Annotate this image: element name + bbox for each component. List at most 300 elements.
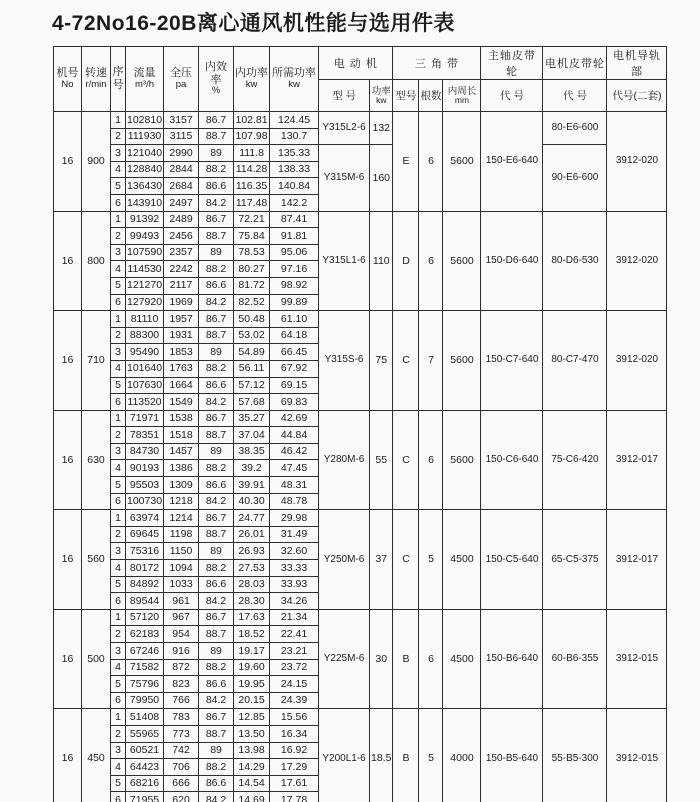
cell-main-pulley: 150-B5-640	[481, 709, 543, 802]
cell-internal-power: 24.77	[234, 510, 270, 527]
cell-motor-pulley: 80-E6-600	[543, 112, 607, 145]
header-efficiency-unit: %	[211, 85, 221, 97]
cell-seq: 2	[111, 228, 126, 245]
cell-pressure: 1198	[164, 526, 199, 543]
cell-efficiency: 86.6	[199, 277, 234, 294]
cell-flow: 91392	[126, 211, 164, 228]
cell-pressure: 1931	[164, 327, 199, 344]
cell-seq: 2	[111, 526, 126, 543]
cell-motor-model: Y315S-6	[319, 311, 370, 411]
cell-internal-power: 12.85	[234, 709, 270, 726]
cell-required-power: 67.92	[270, 360, 319, 377]
cell-internal-power: 19.95	[234, 676, 270, 693]
cell-efficiency: 88.7	[199, 427, 234, 444]
header-flow-unit: m³/h	[135, 79, 155, 91]
header-speed-unit: r/min	[85, 79, 107, 91]
header-row-top	[54, 47, 667, 80]
cell-efficiency: 89	[199, 344, 234, 361]
cell-seq: 5	[111, 277, 126, 294]
cell-flow: 57120	[126, 609, 164, 626]
cell-required-power: 98.92	[270, 277, 319, 294]
cell-flow: 111930	[126, 128, 164, 145]
cell-internal-power: 20.15	[234, 692, 270, 709]
cell-required-power: 29.98	[270, 510, 319, 527]
cell-seq: 4	[111, 659, 126, 676]
cell-motor-power: 160	[370, 145, 393, 211]
cell-belt-length: 5600	[443, 112, 481, 212]
cell-required-power: 66.45	[270, 344, 319, 361]
header-main-pulley-code: 代 号	[481, 80, 543, 112]
cell-belt-length: 5600	[443, 311, 481, 411]
cell-pressure: 1549	[164, 394, 199, 411]
cell-internal-power: 80.27	[234, 261, 270, 278]
cell-motor-model: Y250M-6	[319, 510, 370, 610]
cell-motor-power: 55	[370, 410, 393, 510]
header-belt-count: 根数	[419, 80, 443, 112]
cell-required-power: 42.69	[270, 410, 319, 427]
cell-fan-no: 16	[54, 510, 82, 610]
cell-required-power: 99.89	[270, 294, 319, 311]
cell-required-power: 33.33	[270, 560, 319, 577]
cell-required-power: 69.15	[270, 377, 319, 394]
cell-internal-power: 28.03	[234, 576, 270, 593]
cell-belt-model: B	[393, 709, 419, 802]
cell-flow: 68216	[126, 775, 164, 792]
cell-pressure: 783	[164, 709, 199, 726]
cell-motor-power: 30	[370, 609, 393, 709]
cell-internal-power: 14.54	[234, 775, 270, 792]
cell-internal-power: 28.30	[234, 593, 270, 610]
header-motor-model: 型 号	[319, 80, 370, 112]
cell-belt-count: 6	[419, 211, 443, 311]
cell-seq: 5	[111, 178, 126, 195]
cell-seq: 1	[111, 510, 126, 527]
cell-seq: 4	[111, 261, 126, 278]
cell-flow: 88300	[126, 327, 164, 344]
cell-efficiency: 88.2	[199, 560, 234, 577]
table-row	[54, 145, 667, 162]
header-fan-no	[54, 47, 82, 112]
cell-seq: 6	[111, 792, 126, 802]
cell-required-power: 24.15	[270, 676, 319, 693]
cell-motor-power: 110	[370, 211, 393, 311]
cell-seq: 1	[111, 211, 126, 228]
header-internal-power-label: 内功率	[235, 67, 269, 80]
cell-main-pulley: 150-D6-640	[481, 211, 543, 311]
cell-required-power: 130.7	[270, 128, 319, 145]
cell-internal-power: 54.89	[234, 344, 270, 361]
cell-pressure: 2684	[164, 178, 199, 195]
cell-internal-power: 19.17	[234, 643, 270, 660]
table-row	[54, 709, 667, 726]
cell-flow: 55965	[126, 725, 164, 742]
cell-efficiency: 89	[199, 643, 234, 660]
cell-internal-power: 72.21	[234, 211, 270, 228]
header-belt-length	[443, 80, 481, 112]
cell-motor-model: Y315M-6	[319, 145, 370, 211]
cell-required-power: 24.39	[270, 692, 319, 709]
cell-flow: 136430	[126, 178, 164, 195]
cell-internal-power: 14.29	[234, 759, 270, 776]
cell-seq: 6	[111, 194, 126, 211]
cell-seq: 2	[111, 128, 126, 145]
header-seq-label2: 号	[112, 79, 124, 91]
cell-rail: 3912-020	[607, 112, 667, 212]
cell-pressure: 954	[164, 626, 199, 643]
cell-main-pulley: 150-C7-640	[481, 311, 543, 411]
spec-table-body	[54, 112, 667, 802]
cell-internal-power: 78.53	[234, 244, 270, 261]
cell-pressure: 1094	[164, 560, 199, 577]
cell-motor-power: 75	[370, 311, 393, 411]
cell-flow: 75316	[126, 543, 164, 560]
cell-seq: 5	[111, 477, 126, 494]
cell-flow: 62183	[126, 626, 164, 643]
cell-flow: 121270	[126, 277, 164, 294]
header-rail-group: 电机导轨部	[607, 47, 667, 80]
cell-efficiency: 89	[199, 443, 234, 460]
cell-flow: 90193	[126, 460, 164, 477]
cell-main-pulley: 150-B6-640	[481, 609, 543, 709]
cell-belt-model: D	[393, 211, 419, 311]
cell-belt-length: 4000	[443, 709, 481, 802]
cell-pressure: 2489	[164, 211, 199, 228]
cell-pressure: 916	[164, 643, 199, 660]
header-internal-power	[234, 47, 270, 112]
cell-required-power: 33.93	[270, 576, 319, 593]
cell-seq: 5	[111, 775, 126, 792]
cell-efficiency: 88.2	[199, 161, 234, 178]
cell-efficiency: 88.2	[199, 659, 234, 676]
header-efficiency	[199, 47, 234, 112]
header-belt-model: 型号	[393, 80, 419, 112]
cell-pressure: 2357	[164, 244, 199, 261]
cell-pressure: 1853	[164, 344, 199, 361]
cell-flow: 84730	[126, 443, 164, 460]
cell-pressure: 2456	[164, 228, 199, 245]
cell-flow: 71971	[126, 410, 164, 427]
cell-flow: 107590	[126, 244, 164, 261]
cell-internal-power: 26.01	[234, 526, 270, 543]
cell-flow: 80172	[126, 560, 164, 577]
cell-belt-length: 5600	[443, 410, 481, 510]
cell-rail: 3912-020	[607, 311, 667, 411]
cell-efficiency: 89	[199, 244, 234, 261]
cell-internal-power: 18.52	[234, 626, 270, 643]
cell-fan-no: 16	[54, 410, 82, 510]
cell-belt-count: 5	[419, 510, 443, 610]
cell-flow: 95490	[126, 344, 164, 361]
header-motor-power-unit: kw	[376, 95, 387, 105]
header-seq	[111, 47, 126, 112]
cell-motor-pulley: 90-E6-600	[543, 145, 607, 211]
cell-pressure: 766	[164, 692, 199, 709]
cell-flow: 99493	[126, 228, 164, 245]
cell-pressure: 2990	[164, 145, 199, 162]
cell-motor-model: Y315L2-6	[319, 112, 370, 145]
cell-rail: 3912-015	[607, 709, 667, 802]
header-pressure-label: 全压	[170, 67, 193, 80]
cell-pressure: 1033	[164, 576, 199, 593]
cell-efficiency: 88.7	[199, 228, 234, 245]
cell-efficiency: 84.2	[199, 493, 234, 510]
cell-internal-power: 39.2	[234, 460, 270, 477]
cell-flow: 114530	[126, 261, 164, 278]
table-header	[54, 47, 667, 112]
cell-internal-power: 50.48	[234, 311, 270, 328]
cell-required-power: 17.78	[270, 792, 319, 802]
cell-seq: 3	[111, 344, 126, 361]
cell-internal-power: 107.98	[234, 128, 270, 145]
cell-seq: 6	[111, 593, 126, 610]
cell-seq: 3	[111, 244, 126, 261]
header-speed-label: 转速	[85, 67, 107, 80]
cell-seq: 3	[111, 742, 126, 759]
cell-efficiency: 86.7	[199, 709, 234, 726]
table-row	[54, 112, 667, 129]
cell-pressure: 2844	[164, 161, 199, 178]
cell-speed: 710	[82, 311, 111, 411]
cell-internal-power: 111.8	[234, 145, 270, 162]
cell-required-power: 46.42	[270, 443, 319, 460]
cell-pressure: 1538	[164, 410, 199, 427]
cell-required-power: 23.21	[270, 643, 319, 660]
cell-efficiency: 84.2	[199, 792, 234, 802]
cell-belt-model: E	[393, 112, 419, 212]
cell-pressure: 1957	[164, 311, 199, 328]
cell-pressure: 1457	[164, 443, 199, 460]
cell-motor-model: Y315L1-6	[319, 211, 370, 311]
cell-efficiency: 88.7	[199, 526, 234, 543]
cell-seq: 4	[111, 560, 126, 577]
header-required-power-label: 所需功率	[272, 67, 317, 80]
cell-required-power: 16.34	[270, 725, 319, 742]
cell-seq: 6	[111, 394, 126, 411]
cell-flow: 71582	[126, 659, 164, 676]
cell-motor-pulley: 65-C5-375	[543, 510, 607, 610]
cell-seq: 4	[111, 759, 126, 776]
cell-flow: 128840	[126, 161, 164, 178]
cell-rail: 3912-015	[607, 609, 667, 709]
cell-pressure: 1664	[164, 377, 199, 394]
table-row	[54, 410, 667, 427]
cell-flow: 64423	[126, 759, 164, 776]
cell-flow: 113520	[126, 394, 164, 411]
header-motor-power	[370, 80, 393, 112]
cell-flow: 60521	[126, 742, 164, 759]
cell-fan-no: 16	[54, 311, 82, 411]
cell-efficiency: 86.7	[199, 410, 234, 427]
cell-required-power: 138.33	[270, 161, 319, 178]
cell-required-power: 44.84	[270, 427, 319, 444]
cell-belt-count: 6	[419, 112, 443, 212]
cell-flow: 121040	[126, 145, 164, 162]
cell-motor-power: 37	[370, 510, 393, 610]
cell-internal-power: 56.11	[234, 360, 270, 377]
cell-main-pulley: 150-C5-640	[481, 510, 543, 610]
cell-flow: 81110	[126, 311, 164, 328]
cell-motor-power: 18.5	[370, 709, 393, 802]
cell-required-power: 135.33	[270, 145, 319, 162]
cell-motor-pulley: 60-B6-355	[543, 609, 607, 709]
header-main-pulley-group: 主轴皮带轮	[481, 47, 543, 80]
cell-rail: 3912-017	[607, 510, 667, 610]
cell-pressure: 823	[164, 676, 199, 693]
cell-flow: 84892	[126, 576, 164, 593]
cell-required-power: 87.41	[270, 211, 319, 228]
spec-table	[53, 46, 667, 802]
cell-pressure: 3157	[164, 112, 199, 129]
cell-pressure: 3115	[164, 128, 199, 145]
header-motor-group: 电 动 机	[319, 47, 393, 80]
cell-pressure: 1214	[164, 510, 199, 527]
cell-internal-power: 39.91	[234, 477, 270, 494]
page	[0, 7, 700, 802]
cell-flow: 95503	[126, 477, 164, 494]
header-fan-no-unit: No	[61, 79, 74, 91]
cell-speed: 800	[82, 211, 111, 311]
header-belt-length-unit: mm	[454, 95, 470, 105]
cell-flow: 143910	[126, 194, 164, 211]
cell-seq: 4	[111, 460, 126, 477]
cell-pressure: 2497	[164, 194, 199, 211]
cell-flow: 101640	[126, 360, 164, 377]
cell-internal-power: 57.12	[234, 377, 270, 394]
cell-fan-no: 16	[54, 609, 82, 709]
cell-required-power: 48.78	[270, 493, 319, 510]
cell-pressure: 872	[164, 659, 199, 676]
cell-flow: 75796	[126, 676, 164, 693]
cell-pressure: 1150	[164, 543, 199, 560]
header-speed	[82, 47, 111, 112]
cell-rail: 3912-017	[607, 410, 667, 510]
cell-internal-power: 17.63	[234, 609, 270, 626]
cell-motor-pulley: 55-B5-300	[543, 709, 607, 802]
cell-efficiency: 88.2	[199, 759, 234, 776]
cell-flow: 67246	[126, 643, 164, 660]
cell-belt-length: 4500	[443, 510, 481, 610]
cell-efficiency: 84.2	[199, 394, 234, 411]
cell-required-power: 69.83	[270, 394, 319, 411]
cell-speed: 500	[82, 609, 111, 709]
cell-efficiency: 88.7	[199, 725, 234, 742]
cell-motor-pulley: 75-C6-420	[543, 410, 607, 510]
cell-pressure: 773	[164, 725, 199, 742]
cell-pressure: 2242	[164, 261, 199, 278]
cell-pressure: 1969	[164, 294, 199, 311]
cell-seq: 6	[111, 692, 126, 709]
header-rail-code: 代号(二套)	[607, 80, 667, 112]
cell-speed: 900	[82, 112, 111, 212]
cell-flow: 71955	[126, 792, 164, 802]
header-fan-no-label: 机号	[56, 67, 79, 80]
cell-motor-pulley: 80-D6-530	[543, 211, 607, 311]
cell-internal-power: 37.04	[234, 427, 270, 444]
cell-motor-pulley: 80-C7-470	[543, 311, 607, 411]
header-internal-power-unit: kw	[245, 79, 258, 91]
cell-belt-count: 7	[419, 311, 443, 411]
cell-efficiency: 88.2	[199, 460, 234, 477]
cell-pressure: 706	[164, 759, 199, 776]
cell-belt-model: C	[393, 410, 419, 510]
header-required-power	[270, 47, 319, 112]
cell-internal-power: 27.53	[234, 560, 270, 577]
cell-efficiency: 84.2	[199, 194, 234, 211]
cell-fan-no: 16	[54, 709, 82, 802]
cell-seq: 2	[111, 626, 126, 643]
cell-efficiency: 86.6	[199, 377, 234, 394]
cell-seq: 1	[111, 112, 126, 129]
cell-flow: 100730	[126, 493, 164, 510]
cell-required-power: 21.34	[270, 609, 319, 626]
header-motor-power-label: 功率	[371, 85, 391, 97]
cell-efficiency: 88.2	[199, 360, 234, 377]
cell-pressure: 1218	[164, 493, 199, 510]
cell-required-power: 15.56	[270, 709, 319, 726]
cell-internal-power: 117.48	[234, 194, 270, 211]
cell-seq: 1	[111, 609, 126, 626]
cell-internal-power: 19.60	[234, 659, 270, 676]
header-motor-pulley-code: 代 号	[543, 80, 607, 112]
cell-flow: 107630	[126, 377, 164, 394]
cell-internal-power: 14.69	[234, 792, 270, 802]
cell-seq: 3	[111, 643, 126, 660]
cell-required-power: 17.61	[270, 775, 319, 792]
cell-internal-power: 13.98	[234, 742, 270, 759]
cell-internal-power: 81.72	[234, 277, 270, 294]
cell-seq: 2	[111, 725, 126, 742]
cell-seq: 3	[111, 543, 126, 560]
cell-speed: 630	[82, 410, 111, 510]
cell-seq: 5	[111, 676, 126, 693]
cell-efficiency: 84.2	[199, 593, 234, 610]
cell-efficiency: 89	[199, 543, 234, 560]
header-pressure	[164, 47, 199, 112]
cell-belt-length: 4500	[443, 609, 481, 709]
header-required-power-unit: kw	[288, 79, 300, 91]
cell-rail: 3912-020	[607, 211, 667, 311]
cell-flow: 102810	[126, 112, 164, 129]
header-efficiency-label: 内效率	[205, 61, 228, 86]
cell-belt-count: 6	[419, 609, 443, 709]
cell-efficiency: 84.2	[199, 692, 234, 709]
cell-pressure: 961	[164, 593, 199, 610]
cell-efficiency: 86.7	[199, 609, 234, 626]
cell-flow: 51408	[126, 709, 164, 726]
cell-required-power: 23.72	[270, 659, 319, 676]
cell-flow: 78351	[126, 427, 164, 444]
cell-motor-power: 132	[370, 112, 393, 145]
cell-efficiency: 86.7	[199, 211, 234, 228]
cell-efficiency: 86.6	[199, 676, 234, 693]
cell-flow: 69645	[126, 526, 164, 543]
cell-belt-count: 5	[419, 709, 443, 802]
cell-required-power: 95.06	[270, 244, 319, 261]
cell-efficiency: 88.2	[199, 261, 234, 278]
table-row	[54, 510, 667, 527]
cell-seq: 4	[111, 161, 126, 178]
cell-efficiency: 84.2	[199, 294, 234, 311]
cell-efficiency: 88.7	[199, 626, 234, 643]
cell-required-power: 47.45	[270, 460, 319, 477]
cell-efficiency: 86.7	[199, 510, 234, 527]
cell-fan-no: 16	[54, 211, 82, 311]
cell-pressure: 620	[164, 792, 199, 802]
cell-belt-model: C	[393, 510, 419, 610]
cell-internal-power: 102.81	[234, 112, 270, 129]
cell-efficiency: 86.7	[199, 311, 234, 328]
cell-required-power: 140.84	[270, 178, 319, 195]
